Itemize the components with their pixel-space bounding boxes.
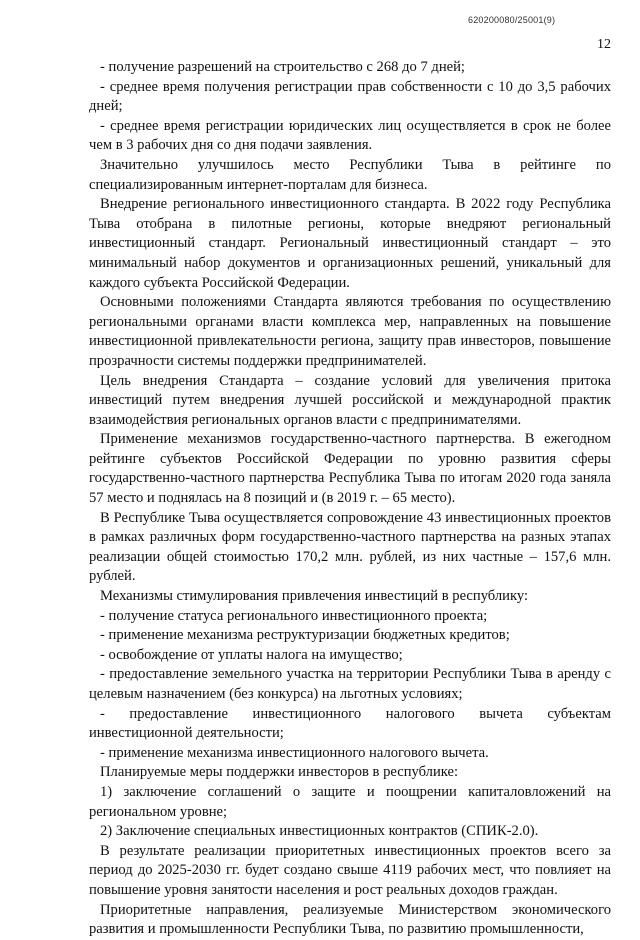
paragraph: Применение механизмов государственно-частного партнерства. В ежегодном рейтинге субъектов Российской Федерации по уровню развития сферы государственно-частного партнерства Республика Тыва по итогам 2020 года заняла 57 место и поднялась на 8 позиций и (в 2019 г. – 65 место). <box>89 431 611 507</box>
paragraph: Внедрение регионального инвестиционного стандарта. В 2022 году Республика Тыва отобрана в пилотные регионы, которые внедряют региональный инвестиционный стандарт. Региональный инвестиционный стандарт – это минимальный набор документов и организационных решений, уникальный для каждого субъекта Российской Федерации. <box>89 196 611 291</box>
paragraph: В результате реализации приоритетных инвестиционных проектов всего за период до 2025-2030 гг. будет создано свыше 4119 рабочих мест, что повлияет на повышение уровня занятости населения и рост реальных доходов граждан. <box>89 842 611 898</box>
page-number: 12 <box>597 37 611 52</box>
paragraph: Приоритетные направления, реализуемые Министерством экономического развития и промышленности Республики Тыва, по развитию промышленности, <box>89 901 611 938</box>
paragraph: - применение механизма реструктуризации бюджетных кредитов; <box>100 627 510 644</box>
paragraph: - предоставление инвестиционного налогового вычета субъектам инвестиционной деятельности; <box>89 705 611 742</box>
paragraph: 2) Заключение специальных инвестиционных контрактов (СПИК-2.0). <box>100 823 539 840</box>
paragraph: Планируемые меры поддержки инвесторов в республике: <box>100 764 459 781</box>
paragraph: 1) заключение соглашений о защите и поощрении капиталовложений на региональном уровне; <box>89 783 611 820</box>
paragraph: - получение разрешений на строительство с 268 до 7 дней; <box>100 59 465 75</box>
paragraph: Цель внедрения Стандарта – создание условий для увеличения притока инвестиций путем внедрения лучшей российской и международной практик взаимодействия региональных органов власти с предпринимателями. <box>89 372 611 428</box>
paragraph: - среднее время получения регистрации прав собственности с 10 до 3,5 рабочих дней; <box>89 78 611 115</box>
paragraph: - предоставление земельного участка на территории Республики Тыва в аренду с целевым назначением (без конкурса) на льготных условиях; <box>89 666 611 702</box>
paragraph: - применение механизма инвестиционного налогового вычета. <box>100 744 489 761</box>
document-number: 620200080/25001(9) <box>468 15 556 25</box>
document-body <box>89 58 611 940</box>
paragraph: - освобождение от уплаты налога на имущество; <box>100 646 403 663</box>
paragraph: - получение статуса регионального инвестиционного проекта; <box>100 607 488 624</box>
paragraph: Значительно улучшилось место Республики Тыва в рейтинге по специализированным интернет-порталам для бизнеса. <box>89 156 611 193</box>
paragraph: В Республике Тыва осуществляется сопровождение 43 инвестиционных проектов в рамках различных форм государственно-частного партнерства на разных этапах реализации общей стоимостью 170,2 млн. рублей, из них частные – 157,6 млн. рублей. <box>89 509 611 585</box>
paragraph: Основными положениями Стандарта являются требования по осуществлению региональными органами власти комплекса мер, направленных на повышение инвестиционной привлекательности региона, защиту прав инвесторов, повышение прозрачности системы поддержки предпринимателей. <box>89 294 611 369</box>
paragraph: - среднее время регистрации юридических лиц осуществляется в срок не более чем в 3 рабочих дня со дня подачи заявления. <box>89 117 611 154</box>
paragraph: Механизмы стимулирования привлечения инвестиций в республику: <box>100 588 528 605</box>
